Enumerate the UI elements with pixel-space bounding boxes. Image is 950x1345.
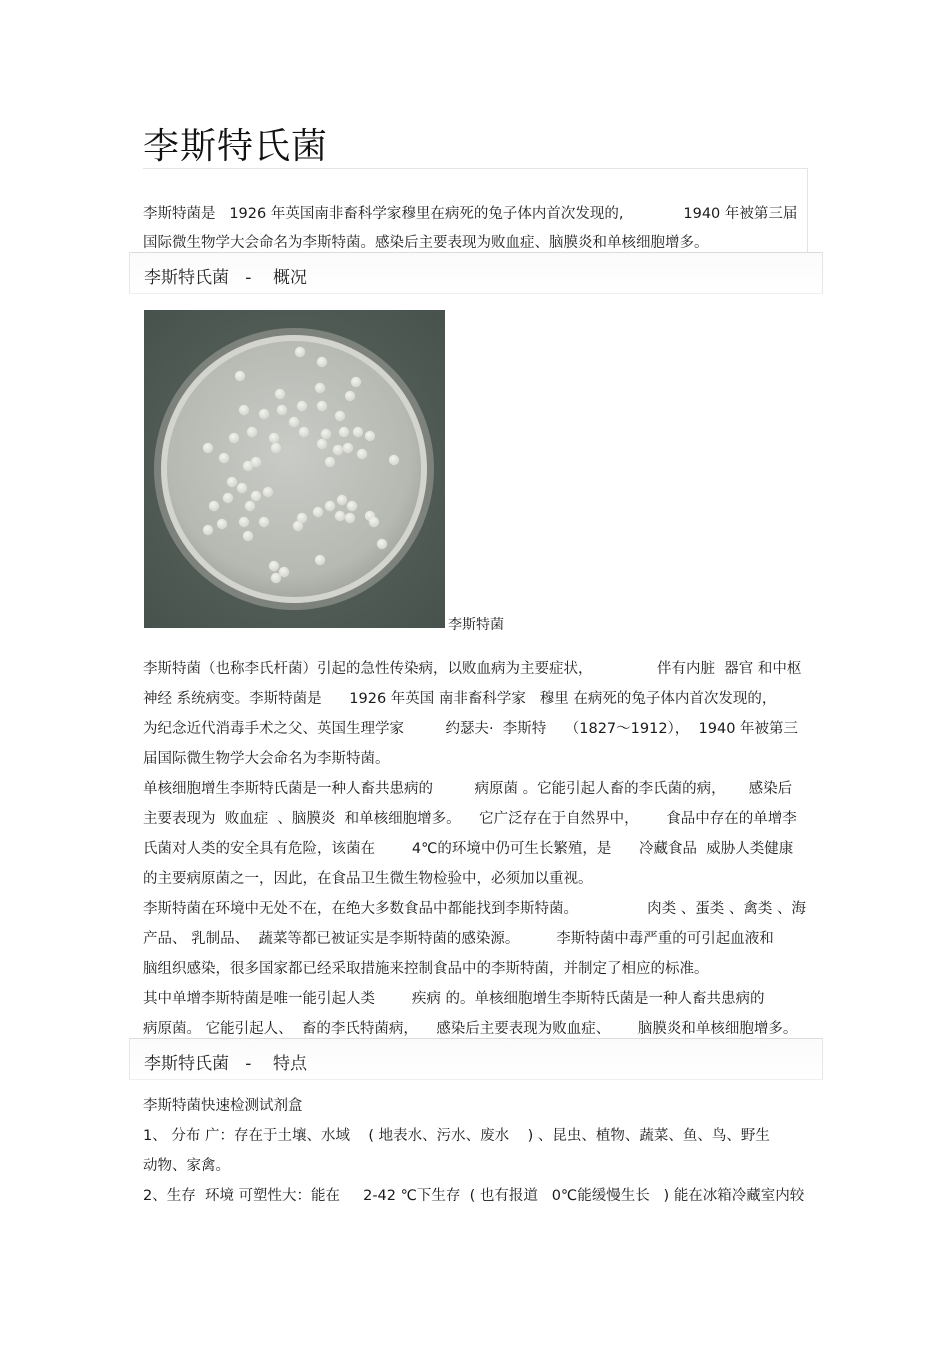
colony-dot — [203, 443, 213, 453]
colony-dot — [293, 521, 303, 531]
body-line: 动物、家禽。 — [143, 1158, 230, 1174]
colony-dot — [263, 487, 273, 497]
colony-dot — [251, 491, 261, 501]
colony-dot — [235, 371, 245, 381]
colony-dot — [243, 461, 253, 471]
body-line: 主要表现为 败血症 、脑膜炎 和单核细胞增多。 它广泛存在于自然界中， 食品中存在的单增李 — [143, 811, 797, 827]
colony-dot — [325, 457, 335, 467]
colony-dot — [297, 401, 307, 411]
colony-dot — [275, 389, 285, 399]
colony-dot — [345, 391, 355, 401]
colony-dot — [247, 427, 257, 437]
colony-dot — [295, 347, 305, 357]
body-line: 神经 系统病变。李斯特菌是 1926 年英国 南非畜科学家 穆里 在病死的兔子体内首次发现的， — [143, 691, 777, 707]
body-line: 氏菌对人类的安全具有危险，该菌在 4℃的环境中仍可生长繁殖，是 冷藏食品 威胁人类健康 — [143, 841, 794, 857]
colony-dot — [243, 531, 253, 541]
colony-dot — [345, 513, 355, 523]
petri-dish-image — [144, 310, 445, 628]
body-line: 单核细胞增生李斯特氏菌是一种人畜共患病的 病原菌 。它能引起人畜的李氏菌的病， 感染后 — [143, 781, 793, 797]
body-line: 李斯特菌快速检测试剂盒 — [143, 1098, 303, 1114]
body-line: 为纪念近代消毒手术之父、英国生理学家 约瑟夫· 李斯特 （1827～1912）， 1940 年被第三 — [143, 721, 799, 737]
section-title-features: 李斯特氏菌 - 特点 — [144, 1054, 307, 1074]
colony-dot — [203, 525, 213, 535]
body-line: 的主要病原菌之一，因此，在食品卫生微生物检验中，必须加以重视。 — [143, 871, 593, 887]
colony-dot — [313, 507, 323, 517]
page-title: 李斯特氏菌 — [143, 126, 329, 167]
colony-dot — [209, 501, 219, 511]
colony-dot — [271, 573, 281, 583]
body-line: 李斯特菌（也称李氏杆菌）引起的急性传染病，以败血病为主要症状， 伴有内脏 器官 和中枢 — [143, 661, 802, 677]
body-line: 其中单增李斯特菌是唯一能引起人类 疾病 的。单核细胞增生李斯特氏菌是一种人畜共患病的 — [143, 991, 765, 1007]
colony-dot — [239, 517, 249, 527]
colony-dot — [317, 401, 327, 411]
colony-dot — [223, 493, 233, 503]
colony-dot — [245, 501, 255, 511]
colony-dot — [337, 495, 347, 505]
body-line: 脑组织感染，很多国家都已经采取措施来控制食品中的李斯特菌，并制定了相应的标准。 — [143, 961, 709, 977]
colony-dot — [315, 555, 325, 565]
colony-dot — [271, 443, 281, 453]
colony-dot — [335, 411, 345, 421]
colony-dot — [317, 357, 327, 367]
colony-dot — [351, 377, 361, 387]
body-line: 李斯特菌在环境中无处不在，在绝大多数食品中都能找到李斯特菌。 肉类 、蛋类 、禽类 、海 — [143, 901, 806, 917]
colony-dot — [343, 443, 353, 453]
section-header-overview — [129, 252, 823, 294]
colony-dot — [277, 405, 287, 415]
colony-dot — [335, 511, 345, 521]
colony-dot — [347, 501, 357, 511]
body-line: 2、生存 环境 可塑性大：能在 2-42 ℃下生存 ( 也有报道 0℃能缓慢生长 ) 能在冰箱冷藏室内较 — [143, 1188, 805, 1204]
colony-dot — [369, 517, 379, 527]
colony-dot — [333, 445, 343, 455]
colony-dot — [229, 433, 239, 443]
body-line: 1、 分布 广：存在于土壤、水域 ( 地表水、污水、废水 ) 、昆虫、植物、蔬菜、鱼、鸟、野生 — [143, 1128, 770, 1144]
body-line: 届国际微生物学大会命名为李斯特菌。 — [143, 751, 390, 767]
intro-line-2: 国际微生物学大会命名为李斯特菌。感染后主要表现为败血症、脑膜炎和单核细胞增多。 — [143, 235, 709, 251]
colony-dot — [219, 453, 229, 463]
body-line: 产品、 乳制品、 蔬菜等都已被证实是李斯特菌的感染源。 李斯特菌中毒严重的可引起血液和 — [143, 931, 774, 947]
colony-dot — [237, 483, 247, 493]
colony-dot — [377, 539, 387, 549]
colony-dot — [325, 501, 335, 511]
colony-dot — [269, 433, 279, 443]
colony-dot — [239, 405, 249, 415]
body-line: 病原菌。 它能引起人、 畜的李氏特菌病， 感染后主要表现为败血症、 脑膜炎和单核细胞增多。 — [143, 1021, 798, 1037]
section-header-features — [129, 1038, 823, 1080]
colony-dot — [217, 519, 227, 529]
image-caption: 李斯特菌 — [448, 617, 504, 633]
colony-dot — [353, 427, 363, 437]
colony-dot — [259, 409, 269, 419]
section-title-overview: 李斯特氏菌 - 概况 — [144, 268, 307, 288]
colony-dot — [357, 449, 367, 459]
colony-dot — [339, 427, 349, 437]
colony-dot — [315, 383, 325, 393]
colony-dot — [259, 517, 269, 527]
colony-dot — [365, 431, 375, 441]
colony-dot — [317, 439, 327, 449]
intro-line-1: 李斯特菌是 1926 年英国南非畜科学家穆里在病死的兔子体内首次发现的, 1940 年被第三届 — [143, 206, 798, 222]
colony-dot — [389, 455, 399, 465]
colony-dot — [299, 427, 309, 437]
colony-dot — [269, 561, 279, 571]
colony-dot — [321, 429, 331, 439]
colony-dot — [289, 417, 299, 427]
colony-dot — [227, 477, 237, 487]
